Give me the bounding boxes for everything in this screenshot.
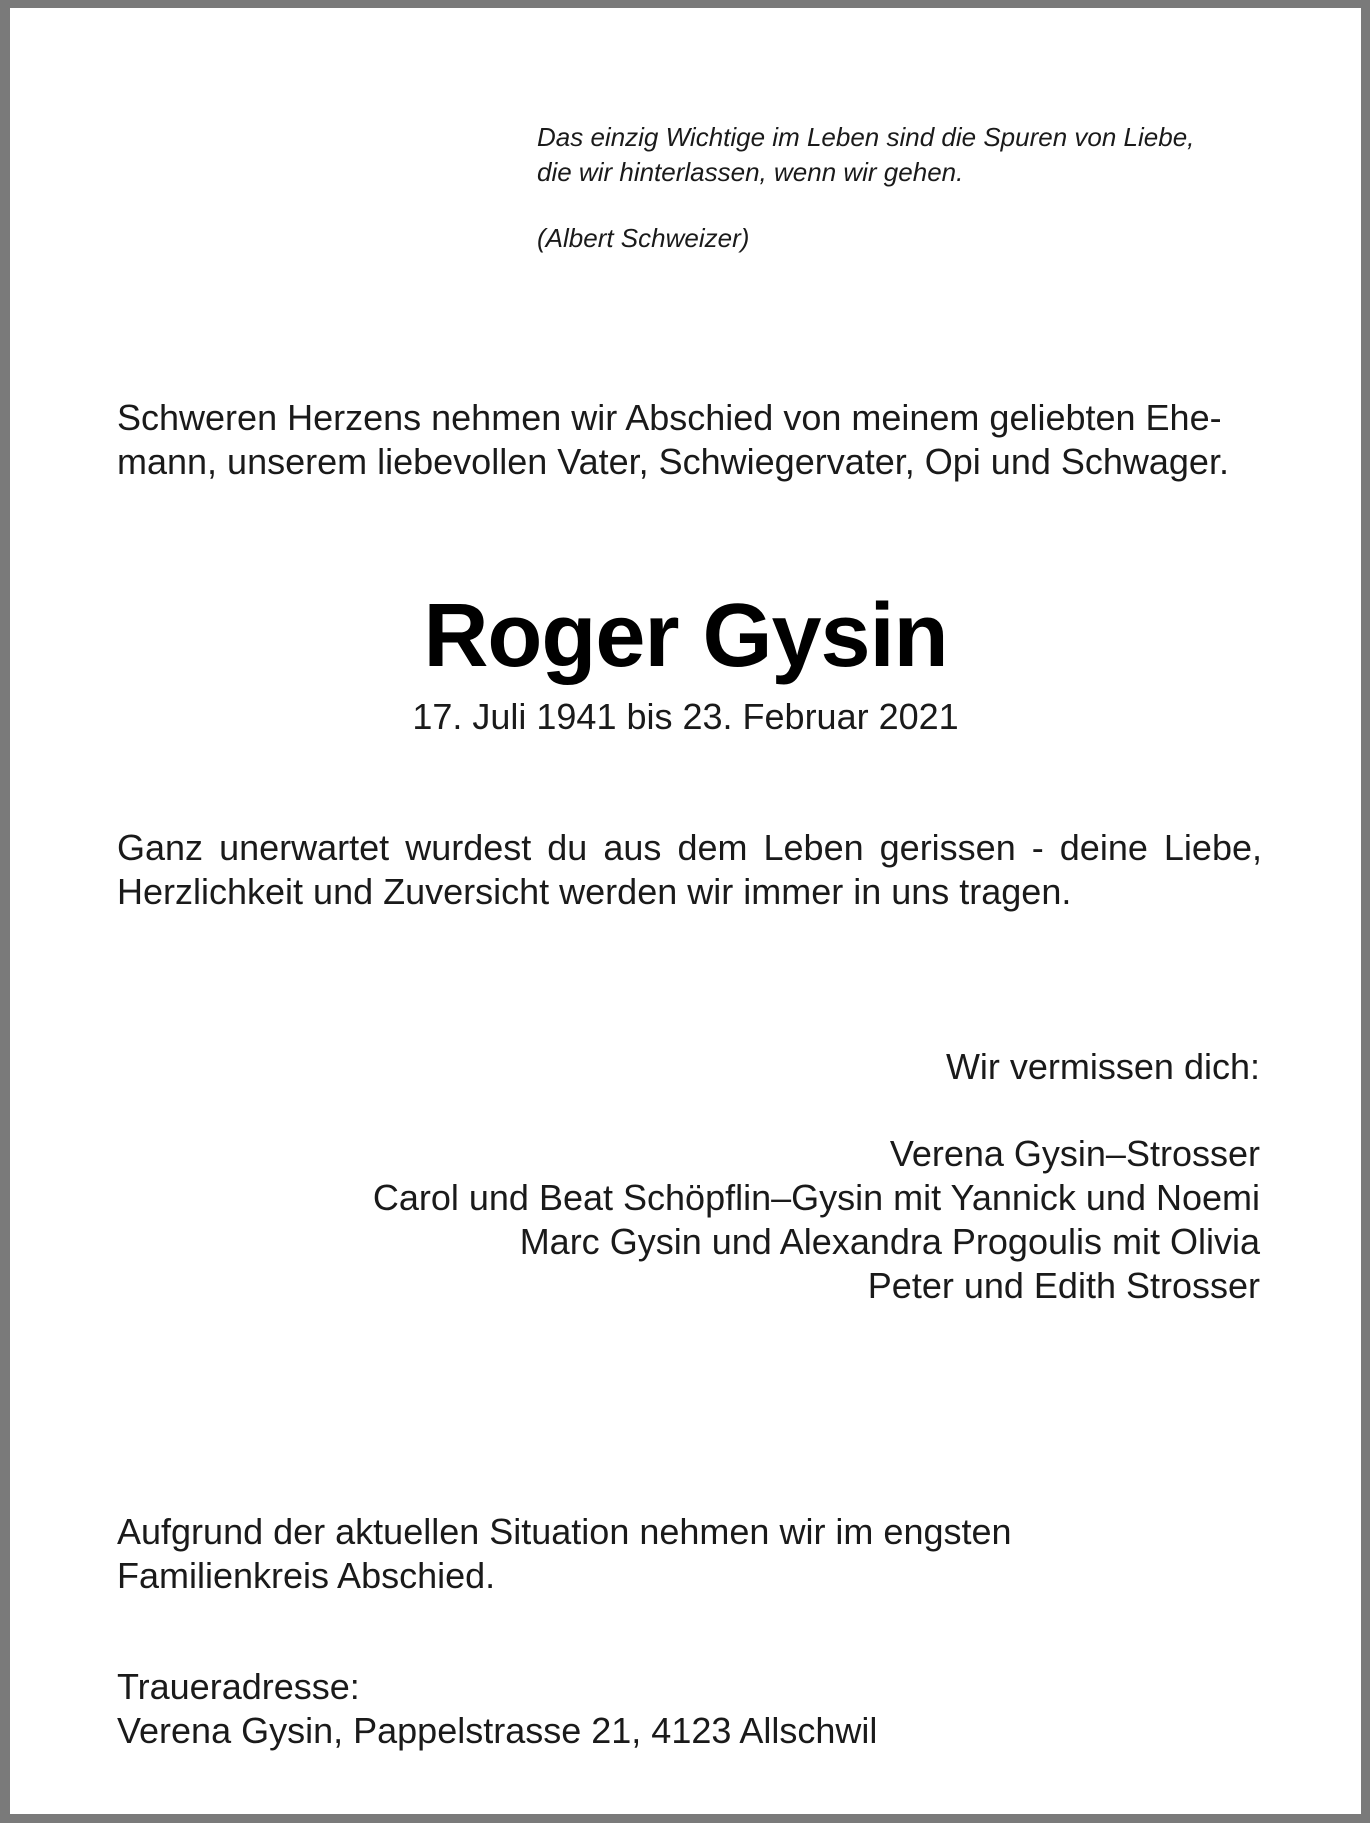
mourner: Marc Gysin und Alexandra Progoulis mit Olivia <box>519 1221 1260 1262</box>
address-value: Verena Gysin, Pappelstrasse 21, 4123 Allschwil <box>117 1710 878 1751</box>
quote-line: Das einzig Wichtige im Leben sind die Spuren von Liebe, <box>537 122 1195 152</box>
mourner: Peter und Edith Strosser <box>867 1265 1260 1306</box>
quote-line: die wir hinterlassen, wenn wir gehen. <box>537 157 964 187</box>
address-label: Traueradresse: <box>117 1666 360 1707</box>
deceased-name: Roger Gysin <box>423 586 948 686</box>
tribute-text <box>117 826 1262 914</box>
tribute-line: Ganz unerwartet wurdest du aus dem Leben gerissen - deine Liebe, <box>117 827 1262 868</box>
intro-line: mann, unserem liebevollen Vater, Schwiegervater, Opi und Schwager. <box>117 441 1229 482</box>
intro-line: Schweren Herzens nehmen wir Abschied von meinem geliebten Ehe- <box>117 397 1222 438</box>
situation-line: Aufgrund der aktuellen Situation nehmen wir im engsten <box>117 1511 1012 1552</box>
mourners-list <box>373 1132 1260 1308</box>
mourner: Verena Gysin–Strosser <box>889 1133 1260 1174</box>
intro-text <box>117 396 1267 484</box>
situation-line: Familienkreis Abschied. <box>117 1555 496 1596</box>
obituary-page <box>10 8 1361 1814</box>
situation-note <box>117 1510 1012 1598</box>
mourner: Carol und Beat Schöpflin–Gysin mit Yannick und Noemi <box>372 1177 1260 1218</box>
life-dates: 17. Juli 1941 bis 23. Februar 2021 <box>412 696 959 737</box>
tribute-line: Herzlichkeit und Zuversicht werden wir immer in uns tragen. <box>117 871 1072 912</box>
miss-heading: Wir vermissen dich: <box>945 1046 1260 1087</box>
quote-author: (Albert Schweizer) <box>537 223 750 253</box>
mourning-address <box>117 1665 877 1753</box>
quote <box>537 120 1194 190</box>
